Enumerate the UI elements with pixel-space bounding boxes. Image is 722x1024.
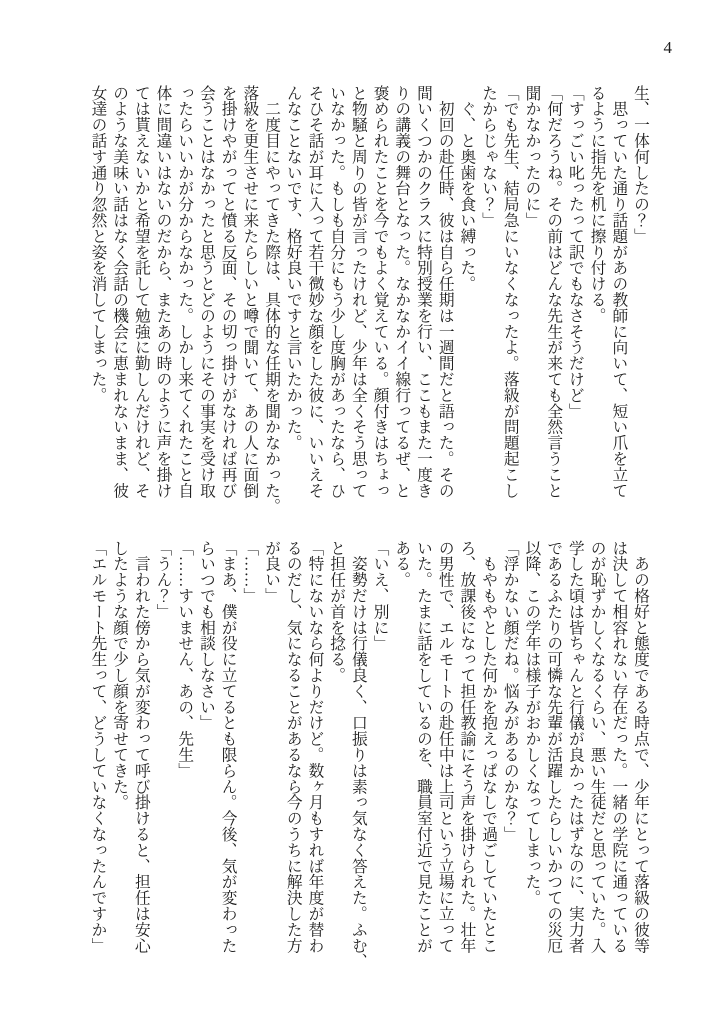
text-line: 生、一体何したの？」	[632, 85, 649, 244]
text-block-top	[87, 85, 651, 515]
text-line: 「エルモート先生って、どうしていなくなったんですか」	[89, 540, 107, 954]
text-line: 間いくつかのクラスに特別授業を行い、ここもまた一度き	[414, 85, 432, 499]
text-line: んなことないです、格好良いですと言いたかった。	[284, 85, 302, 451]
text-line: 姿勢だけは行儀良く、口振りは素っ気なく答えた。ふむ、	[349, 540, 367, 970]
text-line: ぐ、と奥歯を食い縛った。	[458, 85, 476, 292]
text-line: あの格好と態度である時点で、少年にとって落級の彼等	[632, 540, 649, 954]
text-line: 「すっごい叱ったって訳でもなさそうだけど」	[566, 85, 584, 419]
text-line: るように指先を机に擦り付ける。	[588, 85, 606, 324]
text-line: 聞かなかったのに」	[523, 85, 541, 229]
text-line: の男性で、エルモートの赴任中は上司という立場に立って	[436, 540, 454, 954]
text-line: のが恥ずかしくなるくらい、悪い生徒だと思っていた。入	[588, 540, 606, 954]
text-line: 落級を更生させに来たらしいと噂で聞いて、あの人に面倒	[241, 85, 259, 499]
text-line: 褒められたことを今でもよく覚えている。顔付きはちょっ	[371, 85, 389, 499]
text-line: したような顔で少し顔を寄せてきた。	[111, 540, 129, 811]
text-line: は決して相容れない存在だった。一緒の学院に通っている	[610, 540, 628, 954]
text-line: 「何だろうね。その前はどんな先生が来ても全然言うこと	[545, 85, 563, 499]
text-line: 二度目にやってきた際は、具体的な任期を聞かなかった。	[263, 85, 281, 515]
text-line: ったらいいかが分からなかった。しかし来てくれたこと自	[176, 85, 194, 499]
text-line: もやもやとした何かを抱えっぱなしで過ごしていたとこ	[480, 540, 498, 954]
text-line: が良い」	[263, 540, 281, 604]
text-line: 学した頃は皆ちゃんと行儀が良かったはずなのに、実力者	[566, 540, 584, 954]
text-line: 体に間違いはないのだから、またあの時のように声を掛け	[154, 85, 172, 499]
text-line: 「……」	[241, 540, 259, 604]
text-line: そひそ話が耳に入って若干微妙な顔をした彼に、いいえそ	[306, 85, 324, 499]
text-line: いなかった。もしも自分にもう少し度胸があったなら、ひ	[328, 85, 346, 499]
text-line: 「特にないなら何よりだけど。数ヶ月もすれば年度が替わ	[306, 540, 324, 954]
text-line: たからじゃない？」	[480, 85, 498, 229]
text-line: 会うことはなかったと思うとどのようにその事実を受け取	[197, 85, 215, 499]
text-line: 「でも先生、結局急にいなくなったよ。落級が問題起こし	[501, 85, 519, 499]
text-line: らいつでも相談しなさい」	[197, 540, 215, 731]
text-line: を掛けやがってと憤る反面、その切っ掛けがなければ再び	[219, 85, 237, 499]
text-line: ろ、放課後になって担任教諭にそう声を掛けられた。壮年	[458, 540, 476, 954]
page-number: 4	[663, 38, 672, 57]
text-line: と物騒と周りの皆が言ったけれど、少年は全くそう思って	[349, 85, 367, 499]
text-line: 思っていた通り話題があの教師に向いて、短い爪を立て	[610, 85, 628, 499]
text-line: 女達の話す通り忽然と姿を消してしまった。	[89, 85, 107, 403]
text-line: りの講義の舞台となった。なかなかイイ線行ってるぜ、と	[393, 85, 411, 499]
text-line: 「うん？」	[154, 540, 172, 620]
text-line: であるふたりの可憐な先輩が活躍したらしいかつての災厄	[545, 540, 563, 954]
text-line: ある。	[393, 540, 411, 588]
text-line: 「……すいません、あの、先生」	[176, 540, 194, 779]
text-line: ては貰えないかと希望を託して勉強に勤しんだけれど、そ	[132, 85, 150, 499]
text-line: 「浮かない顔だね。悩みがあるのかな？」	[501, 540, 519, 843]
text-line: いた。たまに話をしているのを、職員室付近で見たことが	[414, 540, 432, 954]
text-line: 「いえ、別に」	[371, 540, 389, 652]
text-line: と担任が首を捻る。	[328, 540, 346, 684]
text-line: 「まあ、僕が役に立てるとも限らん。今後、気が変わった	[219, 540, 237, 954]
text-block-bottom	[87, 540, 651, 970]
text-line: のような美味い話はなく会話の機会に恵まれないまま、彼	[111, 85, 129, 499]
text-line: 以降、この学年は様子がおかしくなってしまった。	[523, 540, 541, 906]
text-line: るのだし、気になることがあるなら今のうちに解決した方	[284, 540, 302, 954]
text-line: 初回の赴任時、彼は自ら任期は一週間だと語った。その	[436, 85, 454, 499]
text-line: 言われた傍から気が変わって呼び掛けると、担任は安心	[132, 540, 150, 954]
